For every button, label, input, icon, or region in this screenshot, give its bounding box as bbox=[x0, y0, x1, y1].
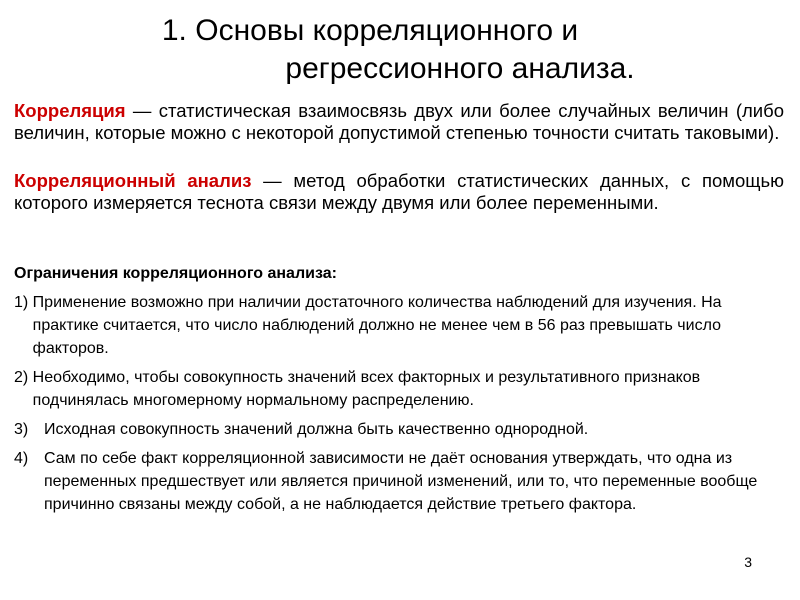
list-item bbox=[14, 418, 786, 441]
definition-term: Корреляционный анализ bbox=[14, 170, 252, 191]
list-item-number: 2) bbox=[14, 369, 33, 386]
definition-text: — статистическая взаимосвязь двух или более случайных величин (либо величин, которые можно с некоторой допустимой степенью точности считать таковыми). bbox=[14, 100, 784, 143]
list-item bbox=[14, 291, 786, 360]
restrictions-heading: Ограничения корреляционного анализа: bbox=[14, 265, 337, 282]
list-item bbox=[14, 447, 786, 516]
definition-text: — метод обработки статистических данных, с помощью которого измеряется теснота связи между двумя или более переменными. bbox=[14, 170, 784, 213]
page-number: 3 bbox=[744, 554, 752, 570]
list-item-text: Применение возможно при наличии достаточного количества наблюдений для изучения. На практике считается, что число наблюдений должно не менее чем в 56 раз превышать число факторов. bbox=[32, 294, 722, 357]
definition-correlation-analysis bbox=[14, 170, 784, 214]
slide-title bbox=[60, 12, 740, 88]
list-item-text: Необходимо, чтобы совокупность значений всех факторных и результативного признаков подчинялась многомерному нормальному распределению. bbox=[32, 369, 701, 409]
list-item bbox=[14, 366, 786, 412]
slide-title-line-1: 1. Основы корреляционного и bbox=[161, 14, 579, 47]
slide-title-line-2: регрессионного анализа. bbox=[285, 52, 635, 85]
list-item-text: Исходная совокупность значений должна быть качественно однородной. bbox=[44, 421, 589, 438]
list-item-number: 3) bbox=[14, 421, 29, 438]
definition-term: Корреляция bbox=[14, 100, 126, 121]
definition-correlation bbox=[14, 100, 784, 144]
list-item-number: 1) bbox=[14, 294, 33, 311]
list-item-number: 4) bbox=[14, 450, 29, 467]
list-item-text: Сам по себе факт корреляционной зависимости не даёт основания утверждать, что одна из переменных предшествует или является причиной изменений, или то, что переменные вообще причинно связаны между собой, а не наблюдается действие третьего фактора. bbox=[44, 450, 758, 513]
restrictions-section bbox=[14, 263, 786, 522]
